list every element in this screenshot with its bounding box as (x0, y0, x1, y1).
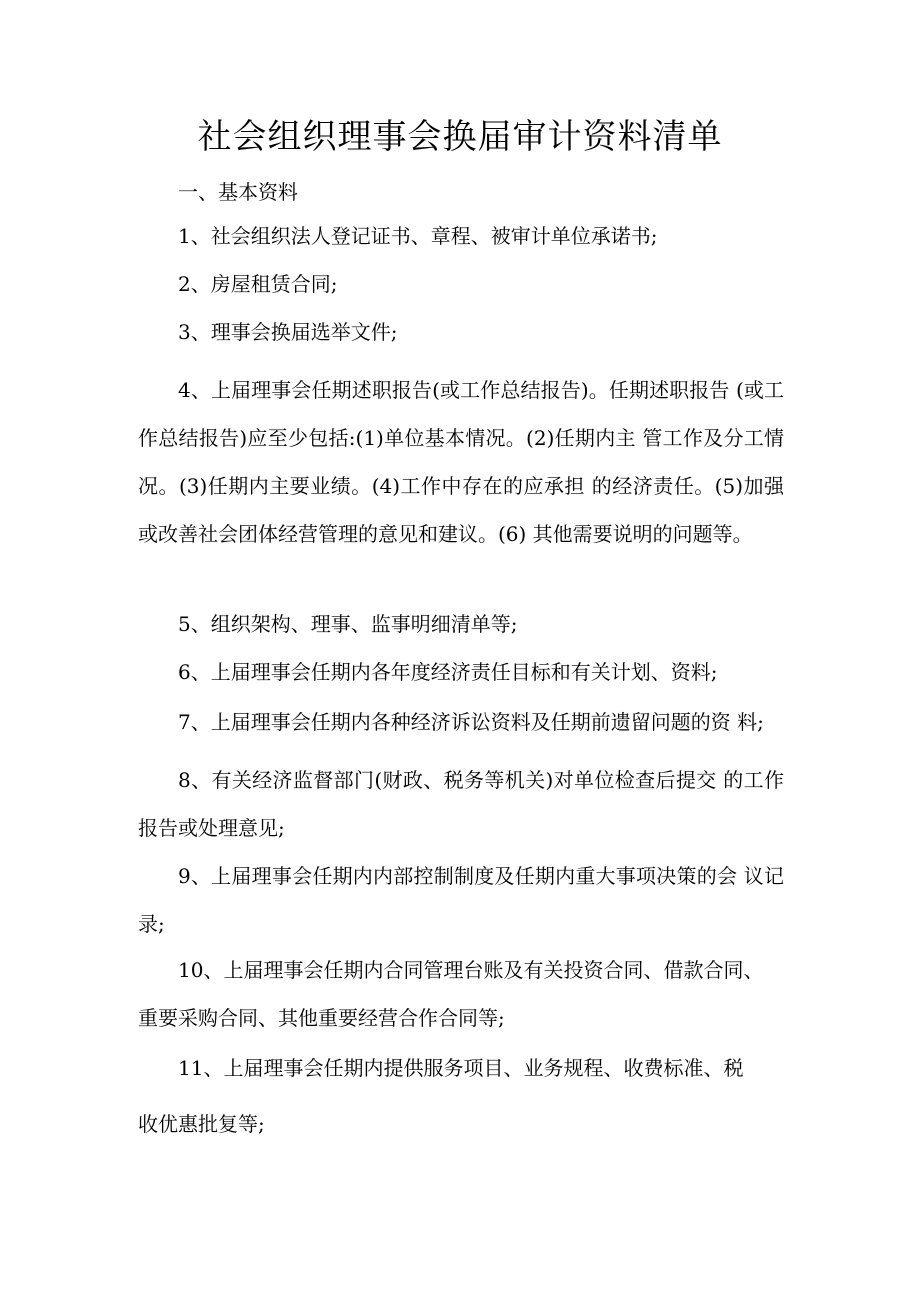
list-item-3: 3、理事会换届选举文件; (178, 320, 398, 344)
list-item-11-line-2: 收优惠批复等; (138, 1112, 265, 1136)
list-item-5: 5、组织架构、理事、监事明细清单等; (178, 612, 518, 636)
list-item-1: 1、社会组织法人登记证书、章程、被审计单位承诺书; (178, 224, 658, 248)
list-item-9: 9、上届理事会任期内内部控制制度及任期内重大事项决策的会 议记录; (138, 864, 784, 936)
page-title: 社会组织理事会换届审计资料清单 (197, 117, 723, 157)
list-item-10-line-2: 重要采购合同、其他重要经营合作合同等; (138, 1006, 505, 1030)
list-item-6: 6、上届理事会任期内各年度经济责任目标和有关计划、资料; (178, 660, 718, 684)
list-item-7: 7、上届理事会任期内各种经济诉讼资料及任期前遗留问题的资 料; (178, 710, 764, 734)
list-item-8: 8、有关经济监督部门(财政、税务等机关)对单位检查后提交 的工作报告或处理意见; (138, 768, 784, 840)
list-item-11-line-1: 11、上届理事会任期内提供服务项目、业务规程、收费标准、税 (178, 1056, 744, 1080)
section-heading: 一、基本资料 (178, 180, 298, 204)
list-item-2: 2、房屋租赁合同; (178, 272, 338, 296)
list-item-4: 4、上届理事会任期述职报告(或工作总结报告)。任期述职报告 (或工作总结报告)应至少包括:(1)单位基本情况。(2)任期内主 管工作及分工情况。(3)任期内主要业绩。(4)工作中存在的应承担 的经济责任。(5)加强或改善社会团体经营管理的意见和建议。(6) 其他需要说明的问题等。 (138, 378, 784, 546)
list-item-10-line-1: 10、上届理事会任期内合同管理台账及有关投资合同、借款合同、 (178, 958, 764, 982)
